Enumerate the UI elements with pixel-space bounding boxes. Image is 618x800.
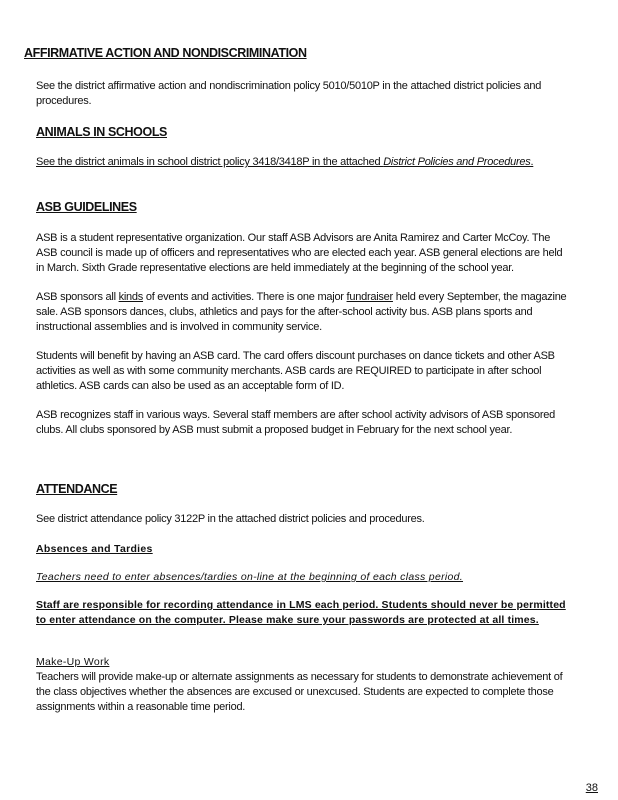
teachers-attendance-line: Teachers need to enter absences/tardies on-line at the beginning of each class period. <box>36 571 464 583</box>
attendance-text: See district attendance policy 3122P in the attached district policies and procedures. <box>36 513 425 525</box>
asb-paragraph-4: ASB recognizes staff in various ways. Several staff members are after school activity advisors of ASB sponsored clubs. All clubs sponsored by ASB must submit a proposed budget in February for the next school year. <box>36 409 556 436</box>
asb-paragraph-3: Students will benefit by having an ASB card. The card offers discount purchases on dance tickets and other ASB activities as well as with some community merchants. ASB cards are REQUIRED to participate in after school athletics. ASB cards can also be used as an acceptable form of ID. <box>36 350 555 392</box>
asb-heading: ASB GUIDELINES <box>36 200 137 214</box>
affirmative-text: See the district affirmative action and nondiscrimination policy 5010/5010P in the attached district policies and procedures. <box>36 80 542 107</box>
asb-p2-part-a: ASB sponsors all <box>36 291 119 303</box>
animals-heading: ANIMALS IN SCHOOLS <box>36 125 167 139</box>
attendance-heading: ATTENDANCE <box>36 482 118 496</box>
district-policies-reference: District Policies and Procedures <box>383 156 531 168</box>
animals-text <box>36 155 572 170</box>
asb-p2-kinds: kinds <box>118 291 144 303</box>
asb-p2-part-b: of events and activities. There is one major <box>143 291 347 303</box>
asb-p2-fundraiser: fundraiser <box>346 291 393 303</box>
affirmative-heading: AFFIRMATIVE ACTION AND NONDISCRIMINATION <box>24 46 307 60</box>
page-number: 38 <box>585 782 598 794</box>
animals-text-prefix: See the district animals in school district policy 3418/3418P in the attached <box>36 156 384 168</box>
asb-paragraph-2 <box>36 290 572 335</box>
asb-p2-part-c: held every September, the magazine sale. ASB sponsors dances, clubs, athletics and pays for the after-school activity bus. ASB plans sports and instructional assemblies and is involved in community service. <box>36 291 567 333</box>
staff-attendance-notice: Staff are responsible for recording attendance in LMS each period. Students should never be permitted to enter attendance on the computer. Please make sure your passwords are protected at all times. <box>36 599 566 626</box>
makeup-work-title: Make-Up Work <box>36 656 110 668</box>
asb-paragraph-1: ASB is a student representative organization. Our staff ASB Advisors are Anita Ramirez and Carter McCoy. The ASB council is made up of officers and representatives who are elected each year. ASB general elections are held in March. Sixth Grade representative elections are held immediately at the beginning of the school year. <box>36 232 563 274</box>
animals-text-suffix: . <box>530 156 534 168</box>
makeup-work-text: Teachers will provide make-up or alternate assignments as necessary for students to demonstrate achievement of the class objectives whether the absences are excused or unexcused. Students are expected to complete those assignments within a reasonable time period. <box>36 671 563 713</box>
absences-tardies-title: Absences and Tardies <box>36 543 153 555</box>
